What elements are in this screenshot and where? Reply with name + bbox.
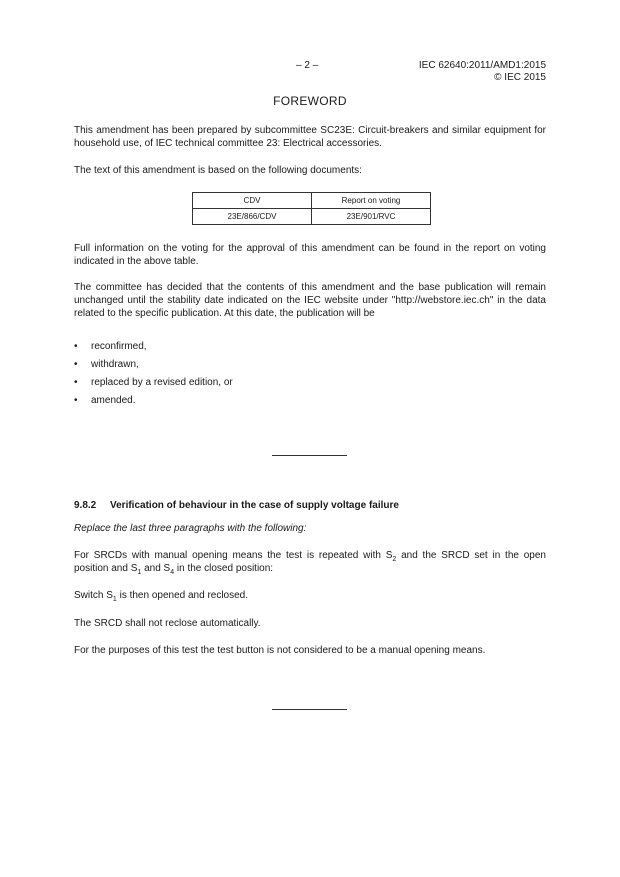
publication-options-list bbox=[74, 340, 233, 412]
table-cell: 23E/901/RVC bbox=[312, 209, 431, 225]
section-divider bbox=[272, 455, 347, 456]
section-paragraph-1: For SRCDs with manual opening means the test is repeated with $S_2$ and the SRCD set in the open position and $S_1$ and $S_4$ in the closed position: bbox=[74, 550, 546, 577]
section-paragraph-4: For the purposes of this test the test button is not considered to be a manual opening means. bbox=[74, 645, 486, 656]
section-number: 9.8.2 bbox=[74, 500, 97, 511]
section-heading bbox=[74, 500, 399, 511]
section-title: Verification of behaviour in the case of supply voltage failure bbox=[110, 500, 399, 511]
foreword-paragraph-1: This amendment has been prepared by subcommittee SC23E: Circuit-breakers and similar equipment for household use, of IEC technical committee 23: Electrical accessories. bbox=[74, 125, 546, 150]
amendment-instruction: Replace the last three paragraphs with the following: bbox=[74, 523, 307, 534]
foreword-paragraph-2: The text of this amendment is based on the following documents: bbox=[74, 165, 362, 176]
foreword-paragraph-3: Full information on the voting for the approval of this amendment can be found in the report on voting indicated in the above table. bbox=[74, 243, 546, 268]
table-header-row bbox=[193, 193, 431, 209]
end-divider bbox=[272, 709, 347, 710]
list-item: • amended. bbox=[74, 395, 136, 406]
copyright-notice: © IEC 2015 bbox=[494, 72, 546, 83]
documents-table bbox=[192, 192, 431, 225]
table-row bbox=[193, 209, 431, 225]
foreword-paragraph-4: The committee has decided that the contents of this amendment and the base publication will remain unchanged until the stability date indicated on the IEC website under "http://webstore.iec.ch" in the data related to the specific publication. At this date, the publication will be bbox=[74, 282, 546, 320]
document-id: IEC 62640:2011/AMD1:2015 bbox=[418, 60, 546, 71]
bullet-icon: • bbox=[74, 359, 78, 370]
table-cell: 23E/866/CDV bbox=[193, 209, 312, 225]
list-item: • withdrawn, bbox=[74, 359, 139, 370]
bullet-icon: • bbox=[74, 395, 78, 406]
page-number: – 2 – bbox=[296, 60, 319, 71]
bullet-icon: • bbox=[74, 377, 78, 388]
bullet-icon: • bbox=[74, 341, 78, 352]
foreword-title: FOREWORD bbox=[273, 94, 347, 108]
table-header-cell: CDV bbox=[193, 193, 312, 209]
list-item: • reconfirmed, bbox=[74, 341, 147, 352]
page-header-right bbox=[419, 60, 546, 84]
table-header-cell: Report on voting bbox=[312, 193, 431, 209]
section-paragraph-2: Switch $S_1$ is then opened and reclosed. bbox=[74, 590, 249, 603]
section-paragraph-3: The SRCD shall not reclose automatically. bbox=[74, 618, 261, 629]
list-item: • replaced by a revised edition, or bbox=[74, 377, 233, 388]
